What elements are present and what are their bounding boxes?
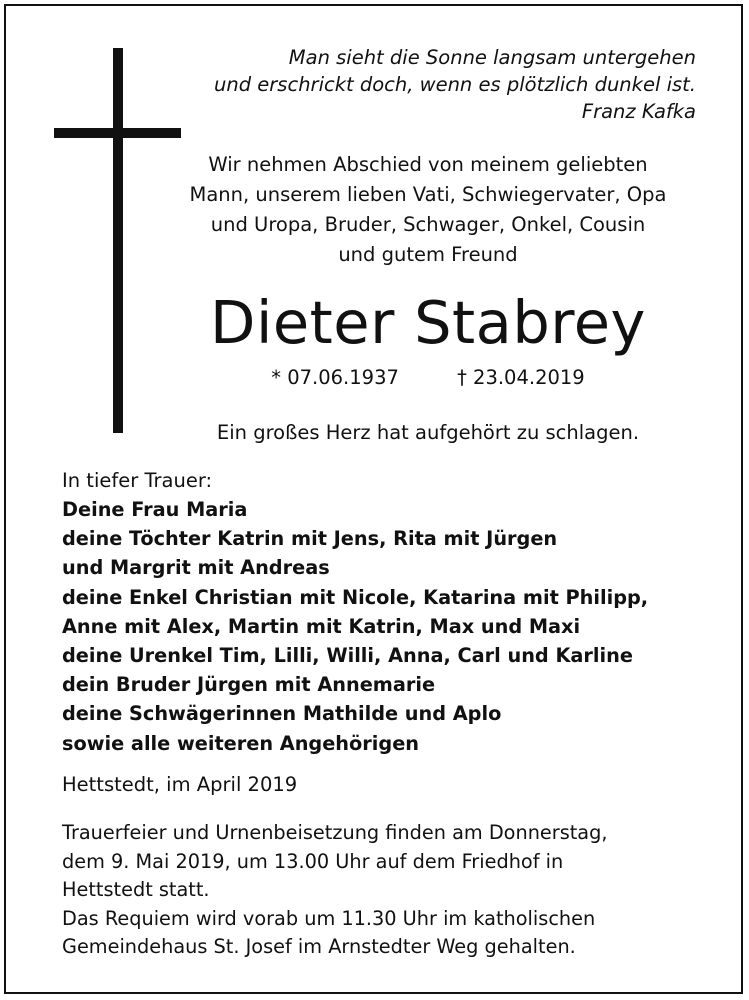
mourner-line: deine Töchter Katrin mit Jens, Rita mit Jürgen <box>62 527 558 551</box>
intro-line-2: Mann, unserem lieben Vati, Schwiegervater, Opa <box>189 183 667 206</box>
mourner-line: deine Schwägerinnen Mathilde und Aplo <box>62 702 502 726</box>
mourner-line: dein Bruder Jürgen mit Annemarie <box>62 673 436 697</box>
quote-block <box>160 44 696 125</box>
mourners-intro: In tiefer Trauer: <box>62 469 213 492</box>
farewell-intro <box>160 150 696 270</box>
deceased-name: Dieter Stabrey <box>210 288 646 357</box>
mourner-line: und Margrit mit Andreas <box>62 556 330 580</box>
intro-line-4: und gutem Freund <box>338 243 518 266</box>
notice-line-1: Trauerfeier und Urnenbeisetzung finden am Donnerstag, <box>62 821 608 844</box>
place-date: Hettstedt, im April 2019 <box>62 773 298 796</box>
quote-author: Franz Kafka <box>581 100 696 123</box>
notice-line-3: Hettstedt statt. <box>62 878 210 901</box>
mourner-line: deine Urenkel Tim, Lilli, Willi, Anna, Carl und Karline <box>62 644 633 668</box>
mourner-line: Anne mit Alex, Martin mit Katrin, Max und Maxi <box>62 614 581 638</box>
intro-line-1: Wir nehmen Abschied von meinem geliebten <box>208 153 648 176</box>
mourner-line: Deine Frau Maria <box>62 498 248 521</box>
quote-line-2: und erschrickt doch, wenn es plötzlich dunkel ist. <box>214 73 696 96</box>
birth-date: * 07.06.1937 <box>271 366 399 389</box>
intro-line-3: und Uropa, Bruder, Schwager, Onkel, Cousin <box>210 213 646 236</box>
notice-line-4: Das Requiem wird vorab um 11.30 Uhr im katholischen <box>62 906 596 930</box>
closing-line: Ein großes Herz hat aufgehört zu schlagen. <box>216 421 640 444</box>
mourners-list <box>62 495 648 758</box>
quote-line-1: Man sieht die Sonne langsam untergehen <box>288 46 696 69</box>
death-date: † 23.04.2019 <box>457 366 585 389</box>
service-notice <box>62 819 712 962</box>
notice-line-5: Gemeindehaus St. Josef im Arnstedter Weg gehalten. <box>62 935 576 958</box>
mourner-line: sowie alle weiteren Angehörigen <box>62 731 419 755</box>
cross-vertical-bar <box>113 48 123 433</box>
cross-horizontal-bar <box>54 128 181 138</box>
life-dates <box>160 364 696 392</box>
mourner-line: deine Enkel Christian mit Nicole, Katarina mit Philipp, <box>62 585 649 609</box>
notice-line-2: dem 9. Mai 2019, um 13.00 Uhr auf dem Friedhof in <box>62 849 564 873</box>
